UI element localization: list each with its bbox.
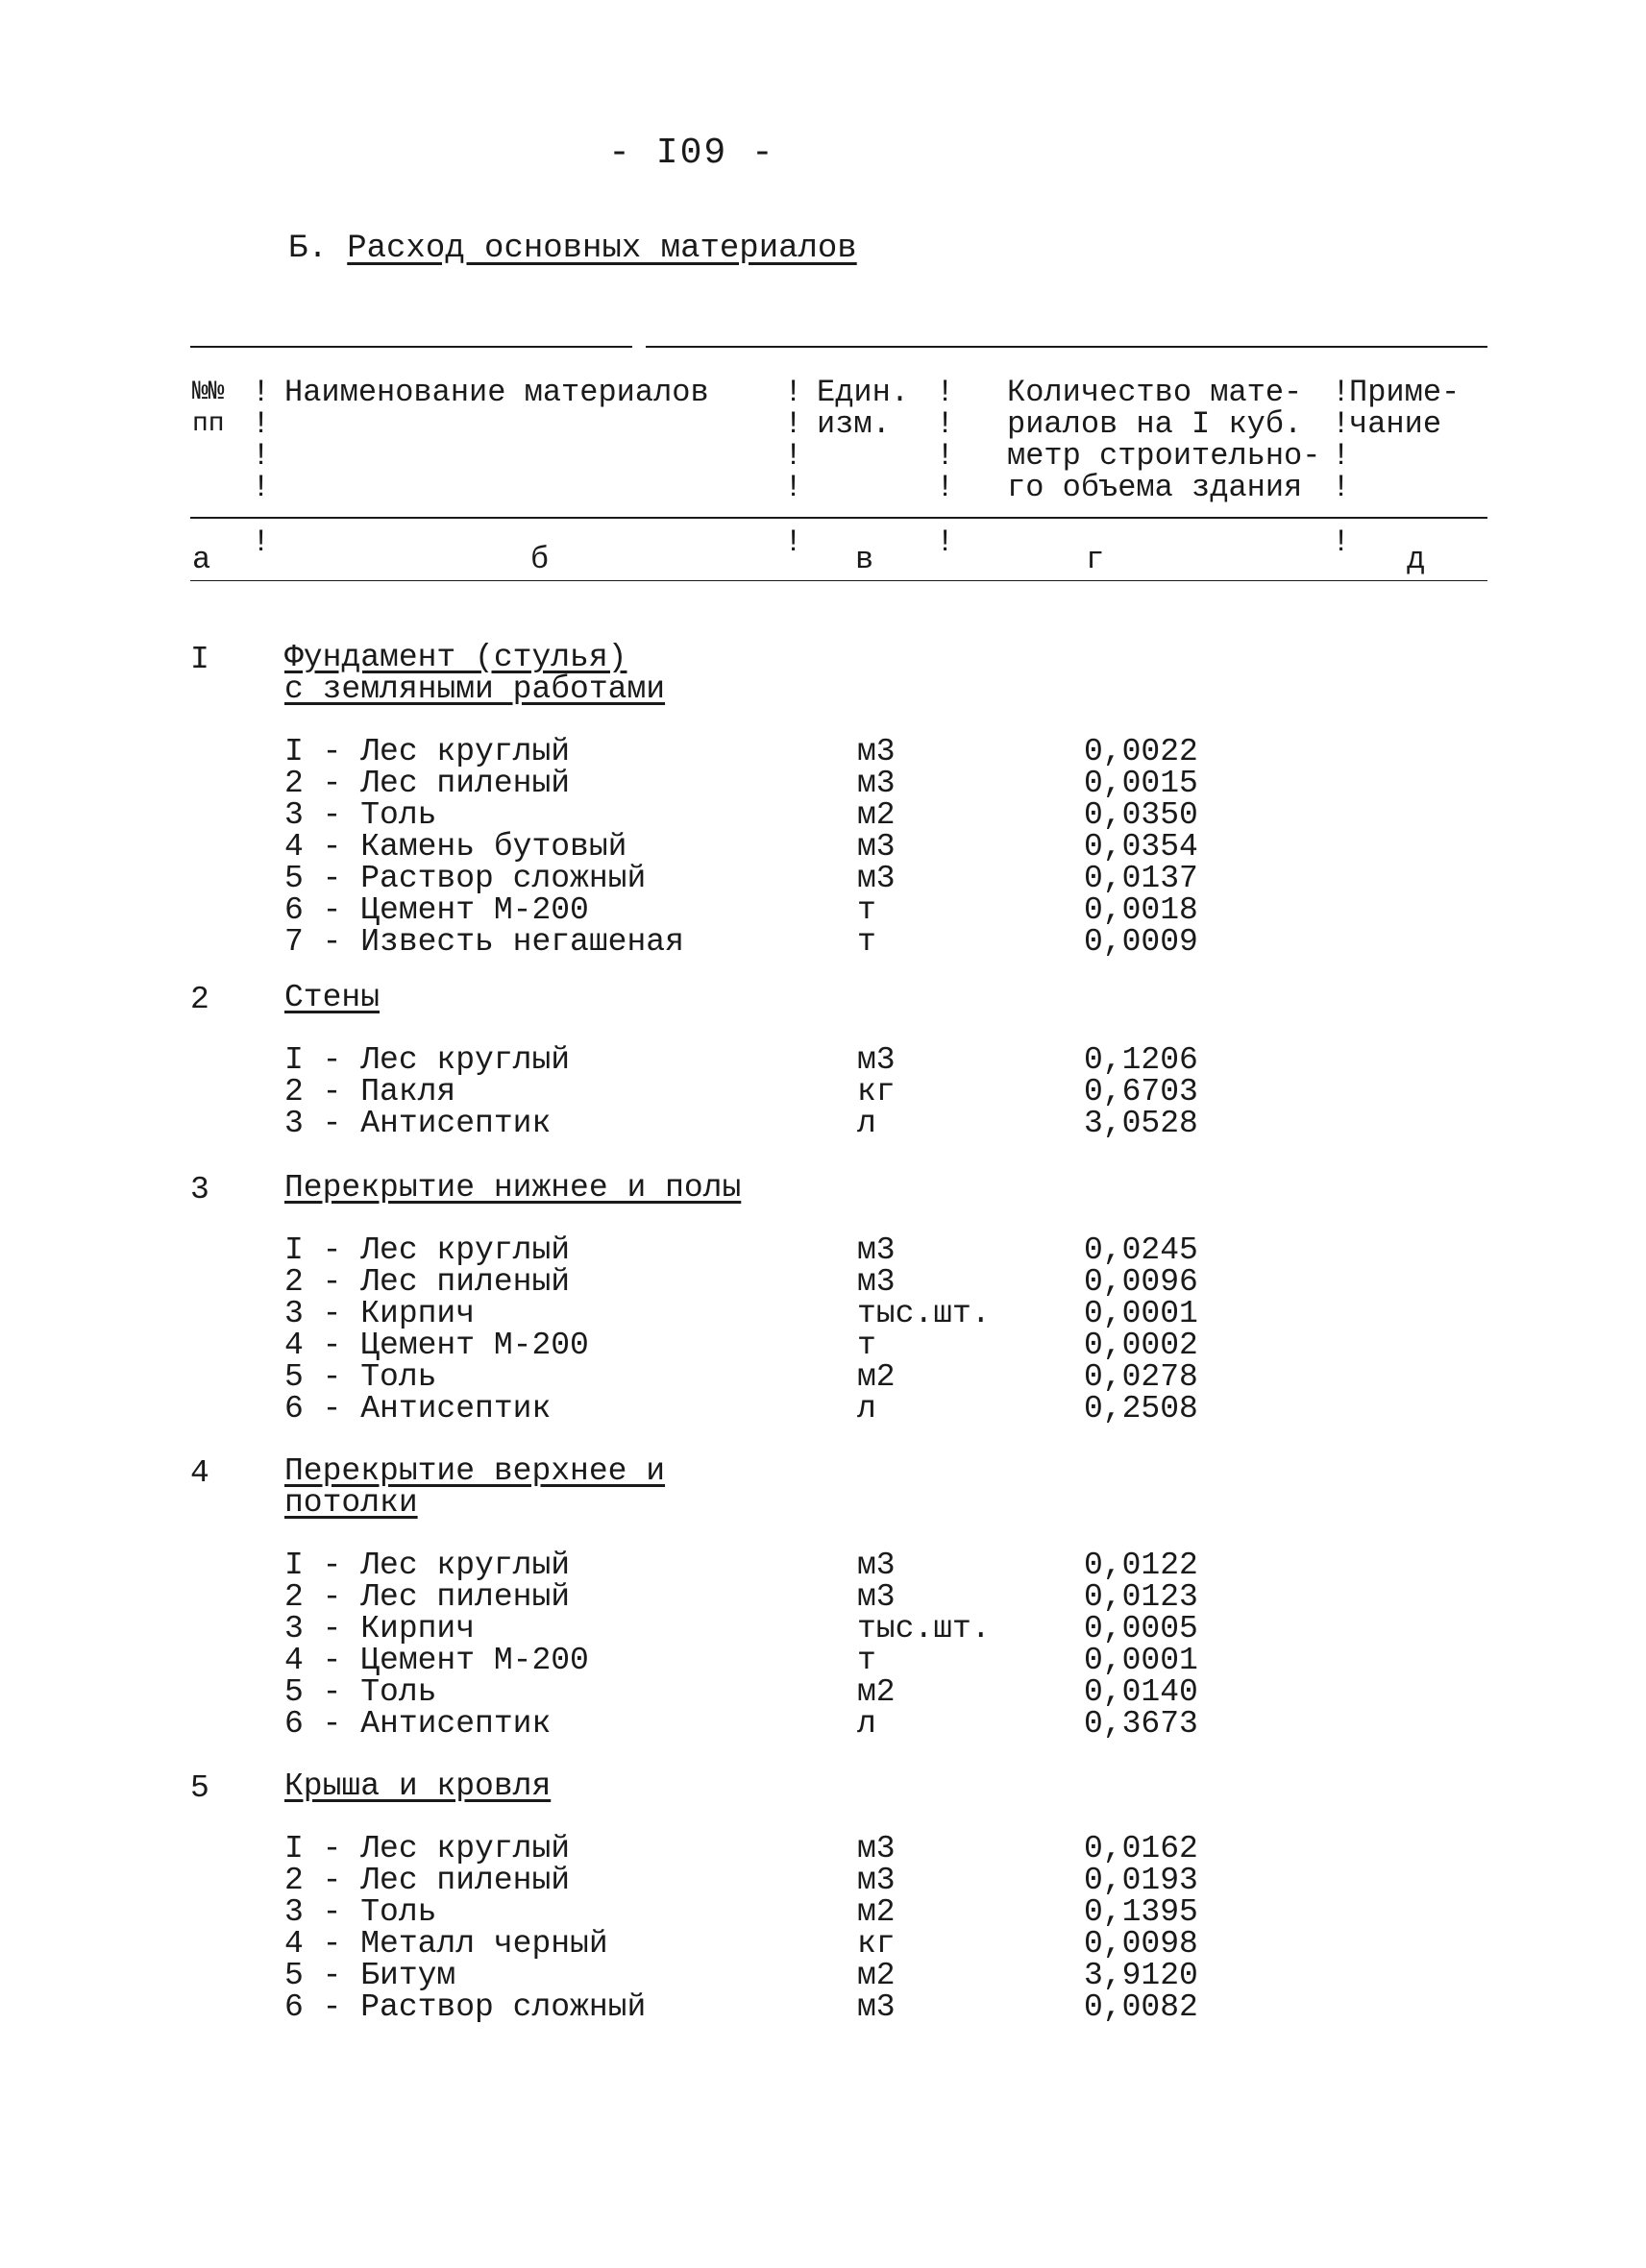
material-unit: м2 xyxy=(857,797,896,833)
material-unit: м2 xyxy=(857,1894,896,1930)
material-unit: м3 xyxy=(857,1863,896,1898)
material-quantity: 0,3673 xyxy=(1084,1706,1198,1742)
section-title-text: Фундамент (стулья) с земляными работами xyxy=(284,640,666,707)
title-text: Расход основных материалов xyxy=(347,231,857,267)
column-letter-g: г xyxy=(1086,542,1105,577)
section-number: 4 xyxy=(190,1455,209,1491)
material-unit: кг xyxy=(857,1926,896,1962)
material-unit: м3 xyxy=(857,1232,896,1268)
material-name: I - Лес круглый xyxy=(284,1548,571,1583)
material-unit: м3 xyxy=(857,861,896,896)
material-quantity: 0,0001 xyxy=(1084,1643,1198,1678)
material-name: 6 - Цемент М-200 xyxy=(284,892,589,928)
material-quantity: 0,0354 xyxy=(1084,829,1198,865)
material-quantity: 0,0350 xyxy=(1084,797,1198,833)
material-name: 5 - Раствор сложный xyxy=(284,861,647,896)
material-unit: кг xyxy=(857,1074,896,1110)
material-name: 5 - Битум xyxy=(284,1958,456,1993)
header-top-rule-right xyxy=(646,346,1487,348)
material-quantity: 0,0140 xyxy=(1084,1674,1198,1710)
section-title xyxy=(284,1770,551,1802)
material-unit: л xyxy=(857,1106,876,1141)
material-name: 2 - Лес пиленый xyxy=(284,1863,571,1898)
material-quantity: 3,0528 xyxy=(1084,1106,1198,1141)
letters-rule xyxy=(190,580,1487,581)
header-unit: Един. изм. xyxy=(817,375,910,442)
material-quantity: 0,0123 xyxy=(1084,1579,1198,1615)
page-number: - I09 - xyxy=(608,133,775,174)
material-name: 3 - Толь xyxy=(284,1894,437,1930)
material-unit: м3 xyxy=(857,829,896,865)
material-name: 2 - Лес пиленый xyxy=(284,766,571,801)
material-unit: м3 xyxy=(857,734,896,769)
material-unit: л xyxy=(857,1706,876,1742)
material-quantity: 0,0015 xyxy=(1084,766,1198,801)
header-note: Приме- чание xyxy=(1349,375,1461,442)
column-letter-v: в xyxy=(855,542,874,577)
header-qty: Количество мате- риалов на I куб. метр строительно- го объема здания xyxy=(1007,375,1321,505)
material-name: 6 - Антисептик xyxy=(284,1391,552,1427)
document-title xyxy=(288,231,857,267)
material-quantity: 0,0278 xyxy=(1084,1359,1198,1395)
material-name: 6 - Раствор сложный xyxy=(284,1989,647,2025)
material-name: I - Лес круглый xyxy=(284,1232,571,1268)
material-unit: м2 xyxy=(857,1359,896,1395)
material-quantity: 0,0001 xyxy=(1084,1296,1198,1331)
material-unit: м3 xyxy=(857,1989,896,2025)
material-quantity: 0,6703 xyxy=(1084,1074,1198,1110)
material-unit: м3 xyxy=(857,1264,896,1300)
material-quantity: 0,1395 xyxy=(1084,1894,1198,1930)
material-unit: т xyxy=(857,892,876,928)
material-unit: м3 xyxy=(857,1831,896,1866)
material-quantity: 0,0009 xyxy=(1084,924,1198,960)
material-quantity: 3,9120 xyxy=(1084,1958,1198,1993)
material-name: I - Лес круглый xyxy=(284,1831,571,1866)
material-quantity: 0,0137 xyxy=(1084,861,1198,896)
material-quantity: 0,0193 xyxy=(1084,1863,1198,1898)
section-title xyxy=(284,982,380,1013)
material-name: I - Лес круглый xyxy=(284,734,571,769)
document-page: - I09 - Б. Расход основных материалов №№ пп Наименование материалов Един. изм. Количество мате- риалов на I куб. метр строительно- го объема здания Приме- чание ! ! ! ! ! ! ! ! ! ! ! ! ! ! ! ! ! ! ! ! а б в г д I Фундамент (стулья) с земляными работами I - Лес круглый м3 0,0022 2 - Лес пиленый м3 0,0015 3 - Толь м2 0,0350 4 - Камень бутовый м3 0,0354 5 - Раствор сложный м3 0,0137 6 - Цемент М-200 т 0,0018 7 - Известь негашеная т 0,0009 2 Стены I - Лес круглый м3 0,1206 2 - Пакля кг 0,6703 3 - Антисептик л 3,0528 3 Перекрытие нижнее и полы I - Лес круглый м3 0,0245 2 - Лес пиленый м3 0,0096 3 - Кирпич тыс.шт. 0,0001 4 - Цемент М-200 т 0,0002 5 - Толь м2 0,0278 6 - Антисептик л 0,2508 4 Перекрытие верхнее и потолки I - Лес круглый м3 0,0122 2 - Лес пиленый м3 0,0123 3 - Кирпич тыс.шт. 0,0005 4 - Цемент М-200 т 0,0001 5 - Толь м2 0,0140 6 - Антисептик л 0,3673 5 Крыша и кровля I - Лес круглый м3 0,0162 2 - Лес пиленый м3 0,0193 3 - Толь м2 0,1395 4 - Металл черный кг 0,0098 5 - Битум м2 3,9120 6 - Раствор сложный м3 0,0082 xyxy=(0,0,1646,2268)
material-quantity: 0,0018 xyxy=(1084,892,1198,928)
material-name: 6 - Антисептик xyxy=(284,1706,552,1742)
material-unit: т xyxy=(857,1643,876,1678)
section-number: 2 xyxy=(190,982,209,1017)
section-title-text: Перекрытие нижнее и полы xyxy=(284,1170,742,1206)
section-title xyxy=(284,1455,665,1519)
material-name: 4 - Цемент М-200 xyxy=(284,1328,589,1363)
material-name: 3 - Кирпич xyxy=(284,1296,476,1331)
column-letter-b: б xyxy=(530,542,550,577)
section-title xyxy=(284,1172,741,1204)
material-quantity: 0,0005 xyxy=(1084,1611,1198,1646)
material-name: I - Лес круглый xyxy=(284,1042,571,1078)
material-unit: тыс.шт. xyxy=(857,1296,991,1331)
section-title-text: Стены xyxy=(284,980,381,1015)
material-quantity: 0,0122 xyxy=(1084,1548,1198,1583)
material-unit: т xyxy=(857,1328,876,1363)
material-unit: м3 xyxy=(857,1548,896,1583)
header-mid-rule xyxy=(190,517,1487,519)
material-unit: м3 xyxy=(857,1042,896,1078)
material-unit: м3 xyxy=(857,766,896,801)
material-quantity: 0,1206 xyxy=(1084,1042,1198,1078)
column-letter-d: д xyxy=(1407,542,1426,577)
material-quantity: 0,0096 xyxy=(1084,1264,1198,1300)
material-unit: тыс.шт. xyxy=(857,1611,991,1646)
section-title-text: Крыша и кровля xyxy=(284,1768,552,1804)
material-name: 3 - Толь xyxy=(284,797,437,833)
material-quantity: 0,0098 xyxy=(1084,1926,1198,1962)
material-name: 5 - Толь xyxy=(284,1359,437,1395)
section-number: I xyxy=(190,642,209,677)
material-name: 5 - Толь xyxy=(284,1674,437,1710)
material-unit: м3 xyxy=(857,1579,896,1615)
material-quantity: 0,0082 xyxy=(1084,1989,1198,2025)
section-number: 3 xyxy=(190,1172,209,1207)
header-top-rule-left xyxy=(190,346,632,348)
material-name: 4 - Цемент М-200 xyxy=(284,1643,589,1678)
section-title-text: Перекрытие верхнее и потолки xyxy=(284,1453,666,1521)
material-quantity: 0,0245 xyxy=(1084,1232,1198,1268)
material-name: 2 - Пакля xyxy=(284,1074,456,1110)
material-unit: л xyxy=(857,1391,876,1427)
material-name: 3 - Кирпич xyxy=(284,1611,476,1646)
material-name: 3 - Антисептик xyxy=(284,1106,552,1141)
section-number: 5 xyxy=(190,1770,209,1806)
material-unit: м2 xyxy=(857,1674,896,1710)
header-num: №№ пп xyxy=(192,378,225,439)
material-name: 4 - Камень бутовый xyxy=(284,829,627,865)
material-unit: т xyxy=(857,924,876,960)
material-name: 2 - Лес пиленый xyxy=(284,1579,571,1615)
material-name: 7 - Известь негашеная xyxy=(284,924,684,960)
material-unit: м2 xyxy=(857,1958,896,1993)
header-name: Наименование материалов xyxy=(284,375,709,410)
material-name: 2 - Лес пиленый xyxy=(284,1264,571,1300)
material-quantity: 0,2508 xyxy=(1084,1391,1198,1427)
material-quantity: 0,0022 xyxy=(1084,734,1198,769)
title-prefix: Б. xyxy=(288,231,328,267)
material-name: 4 - Металл черный xyxy=(284,1926,608,1962)
material-quantity: 0,0162 xyxy=(1084,1831,1198,1866)
column-letter-a: а xyxy=(192,542,211,577)
material-quantity: 0,0002 xyxy=(1084,1328,1198,1363)
section-title xyxy=(284,642,665,705)
